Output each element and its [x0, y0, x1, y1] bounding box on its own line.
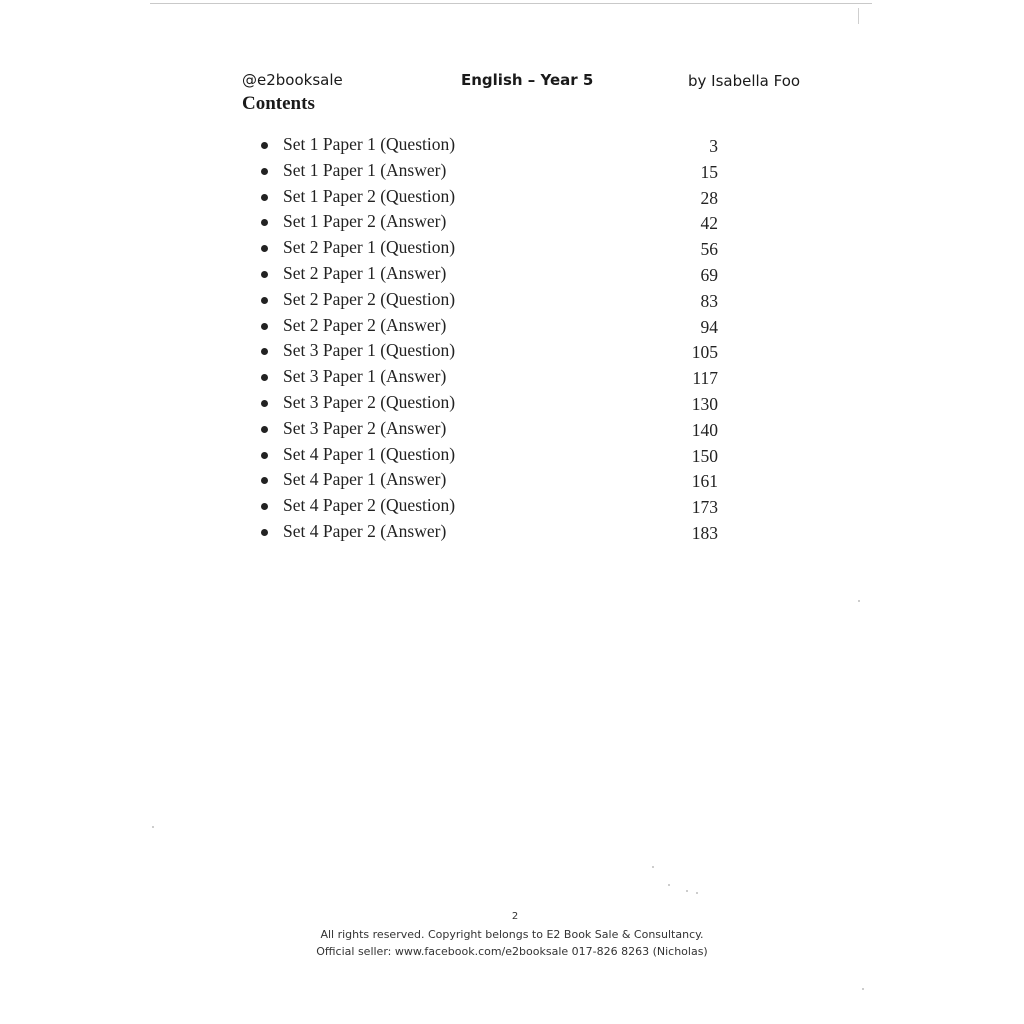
toc-entry-label: Set 1 Paper 2 (Question) [283, 185, 456, 206]
toc-entry [258, 442, 728, 468]
toc-entry-page-number: 42 [700, 213, 718, 234]
toc-entry [258, 261, 728, 287]
toc-entry-page-number: 140 [691, 419, 718, 440]
toc-entry-page-number: 83 [700, 290, 718, 311]
toc-entry-label: Set 4 Paper 1 (Question) [283, 443, 456, 464]
toc-entry-page-number: 3 [709, 136, 718, 156]
toc-entry-label: Set 4 Paper 2 (Question) [283, 495, 456, 516]
scan-speck [152, 826, 154, 828]
toc-entry-page-number: 117 [692, 368, 718, 389]
bullet-icon [261, 194, 268, 201]
toc-entry [258, 313, 728, 339]
toc-entry-page-number: 69 [700, 264, 718, 285]
table-of-contents [258, 132, 728, 545]
toc-entry-label: Set 4 Paper 1 (Answer) [283, 469, 447, 490]
toc-entry [258, 338, 728, 364]
bullet-icon [261, 374, 268, 381]
toc-entry [258, 184, 728, 210]
header-author: by Isabella Foo [688, 72, 801, 90]
toc-entry [258, 390, 728, 416]
toc-entry-page-number: 161 [691, 471, 718, 492]
toc-entry-page-number: 15 [700, 161, 718, 182]
toc-entry-page-number: 173 [691, 497, 718, 518]
bullet-icon [261, 323, 268, 330]
toc-entry-label: Set 3 Paper 2 (Question) [283, 391, 456, 412]
toc-entry-label: Set 1 Paper 2 (Answer) [283, 211, 447, 232]
bullet-icon [261, 297, 268, 304]
bullet-icon [261, 400, 268, 407]
scan-edge-line [150, 3, 872, 4]
contents-heading: Contents [242, 93, 315, 114]
toc-entry [258, 467, 728, 493]
toc-entry-label: Set 1 Paper 1 (Question) [283, 134, 456, 154]
toc-entry-page-number: 28 [700, 187, 718, 208]
toc-entry [258, 364, 728, 390]
toc-entry [258, 158, 728, 184]
toc-entry-label: Set 2 Paper 2 (Answer) [283, 314, 447, 335]
scan-speck [652, 866, 654, 868]
scan-speck [862, 988, 864, 990]
toc-entry-label: Set 4 Paper 2 (Answer) [283, 520, 447, 541]
toc-entry-page-number: 183 [691, 522, 718, 543]
footer-page-number: 2 [511, 911, 519, 922]
bullet-icon [261, 452, 268, 459]
scan-speck [696, 892, 698, 894]
toc-entry-page-number: 130 [691, 393, 718, 414]
toc-entry [258, 287, 728, 313]
header-publisher: @e2booksale [242, 71, 343, 89]
footer-seller-info: Official seller: www.facebook.com/e2booksale 017-826 8263 (Nicholas) [316, 945, 708, 958]
bullet-icon [261, 529, 268, 536]
bullet-icon [261, 503, 268, 510]
toc-entry [258, 519, 728, 545]
bullet-icon [261, 271, 268, 278]
bullet-icon [261, 348, 268, 355]
toc-entry-page-number: 105 [691, 342, 718, 363]
header-book-title: English – Year 5 [461, 71, 594, 89]
footer-copyright: All rights reserved. Copyright belongs to E2 Book Sale & Consultancy. [320, 928, 704, 941]
toc-entry [258, 132, 728, 158]
toc-entry-label: Set 2 Paper 2 (Question) [283, 288, 456, 309]
bullet-icon [261, 168, 268, 175]
toc-entry-label: Set 3 Paper 1 (Question) [283, 340, 456, 361]
toc-entry-page-number: 94 [700, 316, 718, 337]
toc-entry-label: Set 3 Paper 1 (Answer) [283, 366, 447, 387]
scan-speck [686, 890, 688, 892]
toc-entry-page-number: 150 [691, 445, 718, 466]
scan-speck [858, 600, 860, 602]
toc-entry [258, 209, 728, 235]
bullet-icon [261, 426, 268, 433]
toc-entry-label: Set 3 Paper 2 (Answer) [283, 417, 447, 438]
toc-entry [258, 493, 728, 519]
toc-entry-label: Set 1 Paper 1 (Answer) [283, 159, 447, 180]
bullet-icon [261, 245, 268, 252]
bullet-icon [261, 477, 268, 484]
toc-entry-label: Set 2 Paper 1 (Question) [283, 237, 456, 258]
bullet-icon [261, 219, 268, 226]
toc-entry-page-number: 56 [700, 239, 718, 260]
scan-edge-mark [858, 8, 859, 24]
scan-speck [668, 884, 670, 886]
toc-entry [258, 416, 728, 442]
toc-entry [258, 235, 728, 261]
bullet-icon [261, 142, 268, 149]
toc-entry-label: Set 2 Paper 1 (Answer) [283, 262, 447, 283]
